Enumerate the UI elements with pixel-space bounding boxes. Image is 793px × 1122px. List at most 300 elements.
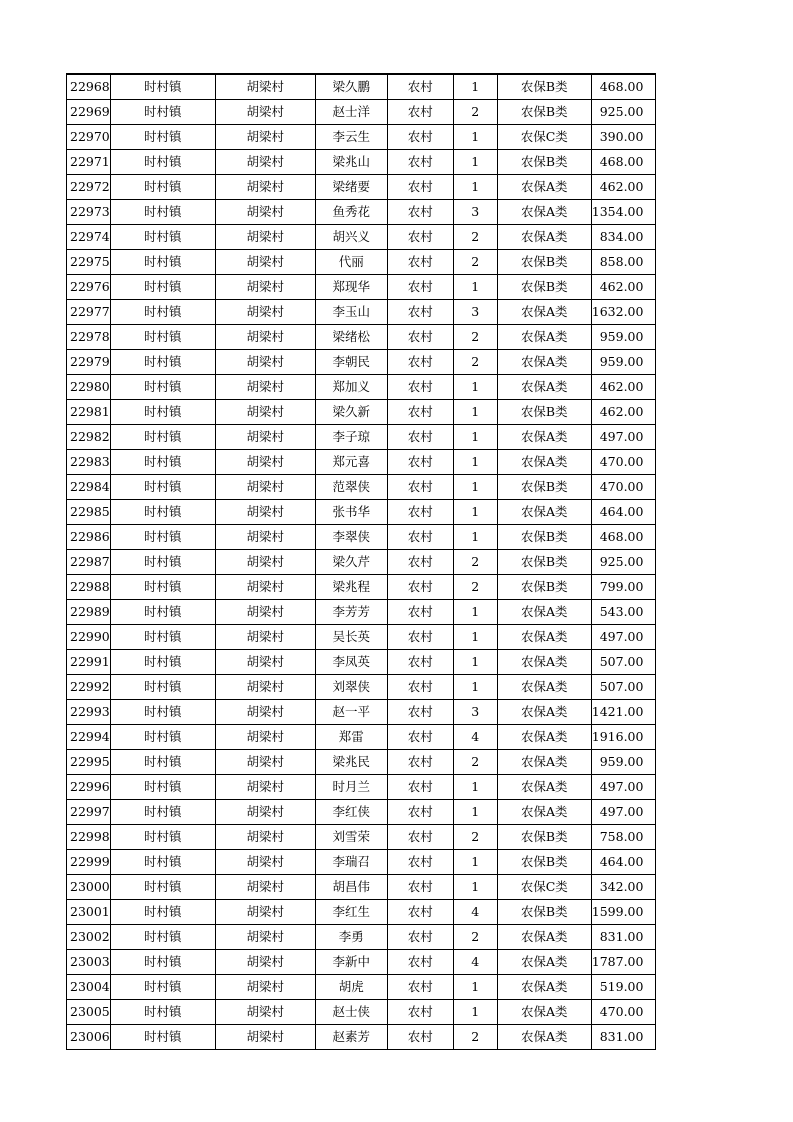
cell-category: 农保B类: [497, 74, 591, 100]
cell-town: 时村镇: [110, 125, 215, 150]
cell-amount: 470.00: [591, 475, 656, 500]
cell-name: 代丽: [315, 250, 387, 275]
cell-village: 胡梁村: [215, 450, 315, 475]
cell-id: 22989: [67, 600, 111, 625]
cell-town: 时村镇: [110, 225, 215, 250]
cell-count: 2: [453, 825, 497, 850]
cell-category: 农保B类: [497, 400, 591, 425]
cell-count: 2: [453, 575, 497, 600]
table-row: [67, 925, 656, 950]
cell-village: 胡梁村: [215, 975, 315, 1000]
cell-count: 4: [453, 950, 497, 975]
cell-amount: 464.00: [591, 850, 656, 875]
cell-name: 李瑞召: [315, 850, 387, 875]
cell-count: 1: [453, 125, 497, 150]
cell-id: 23006: [67, 1025, 111, 1050]
cell-id: 22974: [67, 225, 111, 250]
cell-type: 农村: [387, 1000, 453, 1025]
cell-amount: 1632.00: [591, 300, 656, 325]
cell-town: 时村镇: [110, 275, 215, 300]
cell-category: 农保A类: [497, 975, 591, 1000]
table-row: [67, 525, 656, 550]
cell-town: 时村镇: [110, 925, 215, 950]
cell-name: 梁久鹏: [315, 74, 387, 100]
cell-category: 农保A类: [497, 425, 591, 450]
cell-count: 1: [453, 875, 497, 900]
cell-count: 2: [453, 550, 497, 575]
cell-count: 1: [453, 425, 497, 450]
cell-town: 时村镇: [110, 325, 215, 350]
cell-count: 2: [453, 250, 497, 275]
cell-village: 胡梁村: [215, 625, 315, 650]
cell-amount: 464.00: [591, 500, 656, 525]
cell-id: 23004: [67, 975, 111, 1000]
cell-name: 郑雷: [315, 725, 387, 750]
cell-id: 22985: [67, 500, 111, 525]
cell-village: 胡梁村: [215, 875, 315, 900]
cell-type: 农村: [387, 400, 453, 425]
cell-type: 农村: [387, 825, 453, 850]
cell-village: 胡梁村: [215, 550, 315, 575]
cell-name: 范翠侠: [315, 475, 387, 500]
table-row: [67, 250, 656, 275]
cell-count: 1: [453, 850, 497, 875]
cell-name: 胡昌伟: [315, 875, 387, 900]
cell-id: 23001: [67, 900, 111, 925]
cell-village: 胡梁村: [215, 600, 315, 625]
cell-id: 23000: [67, 875, 111, 900]
cell-id: 22977: [67, 300, 111, 325]
cell-village: 胡梁村: [215, 725, 315, 750]
cell-id: 22972: [67, 175, 111, 200]
cell-village: 胡梁村: [215, 575, 315, 600]
cell-category: 农保A类: [497, 600, 591, 625]
cell-name: 李云生: [315, 125, 387, 150]
cell-type: 农村: [387, 450, 453, 475]
cell-village: 胡梁村: [215, 925, 315, 950]
cell-village: 胡梁村: [215, 74, 315, 100]
cell-category: 农保A类: [497, 700, 591, 725]
table-row: [67, 975, 656, 1000]
cell-name: 梁兆程: [315, 575, 387, 600]
cell-village: 胡梁村: [215, 100, 315, 125]
cell-name: 李红侠: [315, 800, 387, 825]
cell-town: 时村镇: [110, 650, 215, 675]
cell-amount: 1787.00: [591, 950, 656, 975]
cell-amount: 468.00: [591, 525, 656, 550]
cell-count: 1: [453, 675, 497, 700]
cell-village: 胡梁村: [215, 475, 315, 500]
cell-type: 农村: [387, 74, 453, 100]
cell-id: 22980: [67, 375, 111, 400]
cell-village: 胡梁村: [215, 525, 315, 550]
cell-category: 农保A类: [497, 775, 591, 800]
cell-amount: 959.00: [591, 750, 656, 775]
cell-town: 时村镇: [110, 700, 215, 725]
cell-village: 胡梁村: [215, 300, 315, 325]
cell-village: 胡梁村: [215, 775, 315, 800]
cell-type: 农村: [387, 125, 453, 150]
table-row: [67, 675, 656, 700]
table-row: [67, 375, 656, 400]
cell-id: 22998: [67, 825, 111, 850]
table-row: [67, 425, 656, 450]
cell-type: 农村: [387, 350, 453, 375]
cell-category: 农保B类: [497, 825, 591, 850]
cell-id: 22986: [67, 525, 111, 550]
cell-amount: 1421.00: [591, 700, 656, 725]
cell-name: 梁久新: [315, 400, 387, 425]
cell-town: 时村镇: [110, 575, 215, 600]
cell-category: 农保A类: [497, 1000, 591, 1025]
cell-name: 李玉山: [315, 300, 387, 325]
cell-category: 农保B类: [497, 475, 591, 500]
cell-category: 农保B类: [497, 100, 591, 125]
cell-town: 时村镇: [110, 675, 215, 700]
table-row: [67, 650, 656, 675]
cell-village: 胡梁村: [215, 1000, 315, 1025]
cell-town: 时村镇: [110, 400, 215, 425]
cell-id: 22973: [67, 200, 111, 225]
cell-amount: 834.00: [591, 225, 656, 250]
cell-count: 1: [453, 600, 497, 625]
table-row: [67, 850, 656, 875]
cell-amount: 1354.00: [591, 200, 656, 225]
cell-name: 梁兆民: [315, 750, 387, 775]
table-row: [67, 725, 656, 750]
table-row: [67, 450, 656, 475]
cell-count: 2: [453, 225, 497, 250]
cell-town: 时村镇: [110, 150, 215, 175]
cell-name: 李翠侠: [315, 525, 387, 550]
cell-category: 农保A类: [497, 350, 591, 375]
cell-village: 胡梁村: [215, 275, 315, 300]
cell-amount: 1916.00: [591, 725, 656, 750]
cell-town: 时村镇: [110, 900, 215, 925]
cell-town: 时村镇: [110, 525, 215, 550]
cell-village: 胡梁村: [215, 425, 315, 450]
cell-town: 时村镇: [110, 250, 215, 275]
cell-type: 农村: [387, 950, 453, 975]
cell-count: 1: [453, 74, 497, 100]
table-row: [67, 775, 656, 800]
cell-category: 农保C类: [497, 125, 591, 150]
cell-name: 胡虎: [315, 975, 387, 1000]
cell-town: 时村镇: [110, 950, 215, 975]
cell-town: 时村镇: [110, 475, 215, 500]
cell-type: 农村: [387, 925, 453, 950]
cell-town: 时村镇: [110, 625, 215, 650]
cell-name: 梁久芹: [315, 550, 387, 575]
cell-count: 1: [453, 650, 497, 675]
cell-amount: 925.00: [591, 550, 656, 575]
cell-type: 农村: [387, 375, 453, 400]
cell-count: 1: [453, 400, 497, 425]
data-table: [66, 73, 656, 1050]
cell-town: 时村镇: [110, 800, 215, 825]
cell-village: 胡梁村: [215, 850, 315, 875]
cell-town: 时村镇: [110, 775, 215, 800]
cell-id: 22992: [67, 675, 111, 700]
cell-name: 李芳芳: [315, 600, 387, 625]
cell-amount: 799.00: [591, 575, 656, 600]
cell-amount: 497.00: [591, 625, 656, 650]
cell-name: 梁绪松: [315, 325, 387, 350]
table-row: [67, 825, 656, 850]
table-row: [67, 225, 656, 250]
cell-type: 农村: [387, 650, 453, 675]
cell-id: 22983: [67, 450, 111, 475]
cell-type: 农村: [387, 750, 453, 775]
table-row: [67, 175, 656, 200]
cell-id: 22994: [67, 725, 111, 750]
cell-village: 胡梁村: [215, 900, 315, 925]
cell-count: 4: [453, 725, 497, 750]
cell-count: 1: [453, 500, 497, 525]
table-row: [67, 950, 656, 975]
cell-id: 22995: [67, 750, 111, 775]
cell-category: 农保A类: [497, 225, 591, 250]
cell-town: 时村镇: [110, 1025, 215, 1050]
cell-category: 农保A类: [497, 750, 591, 775]
table-row: [67, 350, 656, 375]
cell-count: 2: [453, 350, 497, 375]
cell-count: 1: [453, 150, 497, 175]
cell-id: 22969: [67, 100, 111, 125]
cell-type: 农村: [387, 1025, 453, 1050]
cell-id: 23005: [67, 1000, 111, 1025]
cell-name: 赵士侠: [315, 1000, 387, 1025]
cell-category: 农保A类: [497, 925, 591, 950]
cell-category: 农保A类: [497, 625, 591, 650]
cell-village: 胡梁村: [215, 1025, 315, 1050]
cell-town: 时村镇: [110, 875, 215, 900]
table-row: [67, 550, 656, 575]
cell-amount: 507.00: [591, 675, 656, 700]
cell-amount: 959.00: [591, 325, 656, 350]
cell-category: 农保A类: [497, 175, 591, 200]
table-row: [67, 900, 656, 925]
cell-town: 时村镇: [110, 1000, 215, 1025]
table-row: [67, 275, 656, 300]
table-row: [67, 700, 656, 725]
cell-amount: 758.00: [591, 825, 656, 850]
cell-amount: 468.00: [591, 74, 656, 100]
cell-type: 农村: [387, 725, 453, 750]
cell-type: 农村: [387, 625, 453, 650]
cell-category: 农保A类: [497, 375, 591, 400]
cell-name: 鱼秀花: [315, 200, 387, 225]
cell-town: 时村镇: [110, 300, 215, 325]
table-row: [67, 200, 656, 225]
table-row: [67, 1000, 656, 1025]
cell-town: 时村镇: [110, 500, 215, 525]
cell-village: 胡梁村: [215, 500, 315, 525]
cell-id: 22970: [67, 125, 111, 150]
cell-category: 农保A类: [497, 800, 591, 825]
cell-name: 李红生: [315, 900, 387, 925]
cell-count: 2: [453, 925, 497, 950]
cell-id: 23003: [67, 950, 111, 975]
cell-town: 时村镇: [110, 350, 215, 375]
cell-town: 时村镇: [110, 74, 215, 100]
cell-category: 农保A类: [497, 500, 591, 525]
cell-count: 2: [453, 100, 497, 125]
cell-amount: 468.00: [591, 150, 656, 175]
cell-type: 农村: [387, 775, 453, 800]
cell-amount: 497.00: [591, 425, 656, 450]
cell-name: 赵素芳: [315, 1025, 387, 1050]
cell-category: 农保B类: [497, 850, 591, 875]
cell-village: 胡梁村: [215, 200, 315, 225]
cell-amount: 1599.00: [591, 900, 656, 925]
cell-town: 时村镇: [110, 750, 215, 775]
cell-id: 22993: [67, 700, 111, 725]
cell-amount: 462.00: [591, 400, 656, 425]
cell-type: 农村: [387, 850, 453, 875]
cell-type: 农村: [387, 675, 453, 700]
cell-town: 时村镇: [110, 450, 215, 475]
cell-category: 农保C类: [497, 875, 591, 900]
cell-town: 时村镇: [110, 375, 215, 400]
table-row: [67, 600, 656, 625]
cell-town: 时村镇: [110, 100, 215, 125]
cell-count: 4: [453, 900, 497, 925]
cell-count: 1: [453, 1000, 497, 1025]
cell-id: 22971: [67, 150, 111, 175]
cell-id: 22968: [67, 74, 111, 100]
cell-name: 郑元喜: [315, 450, 387, 475]
cell-name: 李朝民: [315, 350, 387, 375]
cell-name: 赵士洋: [315, 100, 387, 125]
cell-count: 1: [453, 525, 497, 550]
cell-name: 梁绪要: [315, 175, 387, 200]
table-row: [67, 750, 656, 775]
cell-name: 梁兆山: [315, 150, 387, 175]
cell-id: 22984: [67, 475, 111, 500]
cell-category: 农保B类: [497, 575, 591, 600]
cell-type: 农村: [387, 100, 453, 125]
cell-village: 胡梁村: [215, 225, 315, 250]
cell-type: 农村: [387, 175, 453, 200]
cell-name: 时月兰: [315, 775, 387, 800]
table-row: [67, 400, 656, 425]
cell-category: 农保A类: [497, 675, 591, 700]
cell-type: 农村: [387, 975, 453, 1000]
cell-category: 农保A类: [497, 650, 591, 675]
cell-village: 胡梁村: [215, 675, 315, 700]
cell-village: 胡梁村: [215, 250, 315, 275]
cell-town: 时村镇: [110, 425, 215, 450]
cell-town: 时村镇: [110, 550, 215, 575]
cell-amount: 497.00: [591, 800, 656, 825]
cell-count: 3: [453, 300, 497, 325]
table-row: [67, 100, 656, 125]
cell-count: 1: [453, 775, 497, 800]
cell-name: 吴长英: [315, 625, 387, 650]
cell-category: 农保B类: [497, 900, 591, 925]
cell-amount: 462.00: [591, 375, 656, 400]
cell-type: 农村: [387, 475, 453, 500]
cell-type: 农村: [387, 300, 453, 325]
cell-village: 胡梁村: [215, 825, 315, 850]
cell-village: 胡梁村: [215, 400, 315, 425]
cell-type: 农村: [387, 275, 453, 300]
table-row: [67, 800, 656, 825]
cell-village: 胡梁村: [215, 800, 315, 825]
cell-name: 李勇: [315, 925, 387, 950]
cell-amount: 462.00: [591, 275, 656, 300]
table-row: [67, 500, 656, 525]
cell-village: 胡梁村: [215, 150, 315, 175]
cell-id: 22990: [67, 625, 111, 650]
cell-village: 胡梁村: [215, 375, 315, 400]
cell-type: 农村: [387, 550, 453, 575]
cell-village: 胡梁村: [215, 700, 315, 725]
cell-town: 时村镇: [110, 200, 215, 225]
cell-category: 农保A类: [497, 200, 591, 225]
cell-count: 1: [453, 800, 497, 825]
cell-name: 张书华: [315, 500, 387, 525]
cell-name: 郑加义: [315, 375, 387, 400]
cell-amount: 831.00: [591, 925, 656, 950]
cell-amount: 831.00: [591, 1025, 656, 1050]
cell-type: 农村: [387, 150, 453, 175]
cell-amount: 507.00: [591, 650, 656, 675]
cell-amount: 497.00: [591, 775, 656, 800]
cell-id: 22999: [67, 850, 111, 875]
cell-count: 1: [453, 175, 497, 200]
cell-type: 农村: [387, 525, 453, 550]
table-row: [67, 875, 656, 900]
table-row: [67, 150, 656, 175]
cell-category: 农保B类: [497, 550, 591, 575]
cell-count: 3: [453, 200, 497, 225]
cell-category: 农保A类: [497, 1025, 591, 1050]
cell-village: 胡梁村: [215, 325, 315, 350]
cell-count: 2: [453, 1025, 497, 1050]
table-row: [67, 625, 656, 650]
cell-type: 农村: [387, 225, 453, 250]
cell-category: 农保B类: [497, 150, 591, 175]
cell-amount: 959.00: [591, 350, 656, 375]
cell-id: 22979: [67, 350, 111, 375]
cell-amount: 543.00: [591, 600, 656, 625]
cell-type: 农村: [387, 900, 453, 925]
cell-type: 农村: [387, 700, 453, 725]
cell-count: 3: [453, 700, 497, 725]
cell-village: 胡梁村: [215, 125, 315, 150]
cell-type: 农村: [387, 500, 453, 525]
cell-id: 22991: [67, 650, 111, 675]
cell-id: 22976: [67, 275, 111, 300]
cell-category: 农保A类: [497, 450, 591, 475]
cell-id: 22987: [67, 550, 111, 575]
cell-amount: 462.00: [591, 175, 656, 200]
cell-category: 农保A类: [497, 725, 591, 750]
cell-category: 农保A类: [497, 300, 591, 325]
cell-village: 胡梁村: [215, 350, 315, 375]
cell-category: 农保B类: [497, 250, 591, 275]
cell-category: 农保B类: [497, 525, 591, 550]
table-row: [67, 1025, 656, 1050]
cell-id: 22981: [67, 400, 111, 425]
cell-category: 农保A类: [497, 950, 591, 975]
cell-town: 时村镇: [110, 850, 215, 875]
cell-count: 1: [453, 450, 497, 475]
cell-name: 李新中: [315, 950, 387, 975]
cell-amount: 470.00: [591, 1000, 656, 1025]
